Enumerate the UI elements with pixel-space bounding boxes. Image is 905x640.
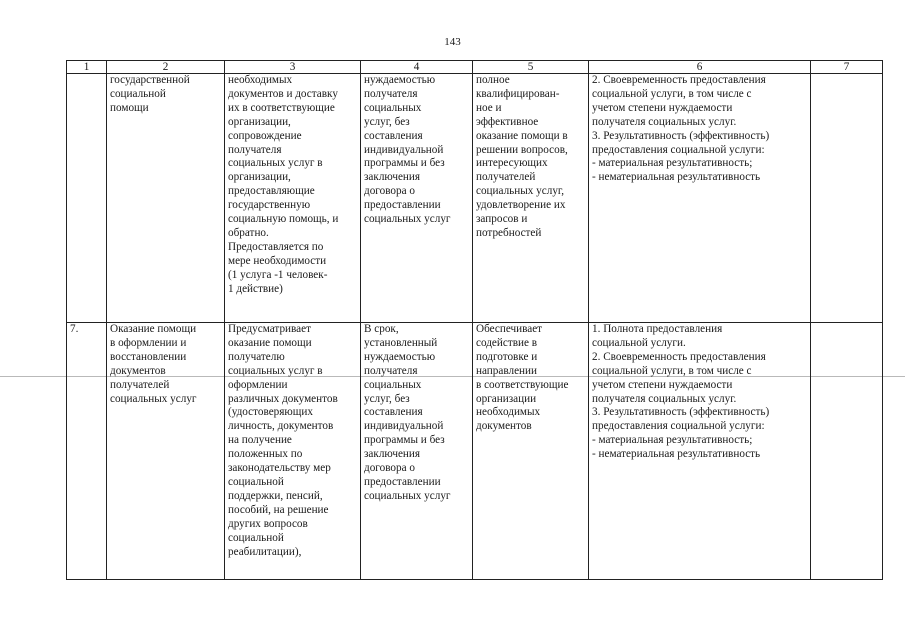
service-term: В срок, установленный нуждаемостью получателя социальных услуг, без составления индивидуальной программы и без заключения договора о предоставлении социальных услуг bbox=[361, 323, 473, 580]
row-number bbox=[67, 74, 107, 323]
column-header-3: 3 bbox=[225, 61, 361, 74]
quality-indicators: 2. Своевременность предоставления социальной услуги, в том числе с учетом степени нуждаемости получателя социальных услуг. 3. Результативность (эффективность) предоставления социальной услуги: - материальная результативность; - нематериальная результативность bbox=[589, 74, 811, 323]
quality-indicators: 1. Полнота предоставления социальной услуги. 2. Своевременность предоставления социальной услуги, в том числе с учетом степени нуждаемости получателя социальных услуг. 3. Результативность (эффективность) предоставления социальной услуги: - материальная результативность; - нематериальная результативность bbox=[589, 323, 811, 580]
column-header-6: 6 bbox=[589, 61, 811, 74]
column-header-2: 2 bbox=[107, 61, 225, 74]
service-term: нуждаемостью получателя социальных услуг, без составления индивидуальной программы и без заключения договора о предоставлении социальных услуг bbox=[361, 74, 473, 323]
service-description: необходимых документов и доставку их в соответствующие организации, сопровождение получателя социальных услуг в организации, предоставляющие государственную социальную помощь, и обратно. Предоставляется по мере необходимости (1 услуга -1 человек- 1 действие) bbox=[225, 74, 361, 323]
service-name: государственной социальной помощи bbox=[107, 74, 225, 323]
service-result: Обеспечивает содействие в подготовке и направлении в соответствующие организации необходимых документов bbox=[473, 323, 589, 580]
page-number: 143 bbox=[444, 36, 461, 48]
column-header-4: 4 bbox=[361, 61, 473, 74]
service-description: Предусматривает оказание помощи получателю социальных услуг в оформлении различных документов (удостоверяющих личность, документов на получение положенных по законодательству мер социальной поддержки, пенсий, пособий, на решение других вопросов социальной реабилитации), bbox=[225, 323, 361, 580]
service-name: Оказание помощи в оформлении и восстановлении документов получателей социальных услуг bbox=[107, 323, 225, 580]
row-number: 7. bbox=[67, 323, 107, 580]
column-header-1: 1 bbox=[67, 61, 107, 74]
notes-cell bbox=[811, 74, 883, 323]
column-header-7: 7 bbox=[811, 61, 883, 74]
service-result: полное квалифицирован- ное и эффективное оказание помощи в решении вопросов, интересующих получателей социальных услуг, удовлетворение их запросов и потребностей bbox=[473, 74, 589, 323]
column-header-5: 5 bbox=[473, 61, 589, 74]
services-table bbox=[66, 60, 883, 580]
notes-cell bbox=[811, 323, 883, 580]
table-row bbox=[67, 74, 883, 323]
header-row bbox=[67, 61, 883, 74]
table-row bbox=[67, 323, 883, 580]
